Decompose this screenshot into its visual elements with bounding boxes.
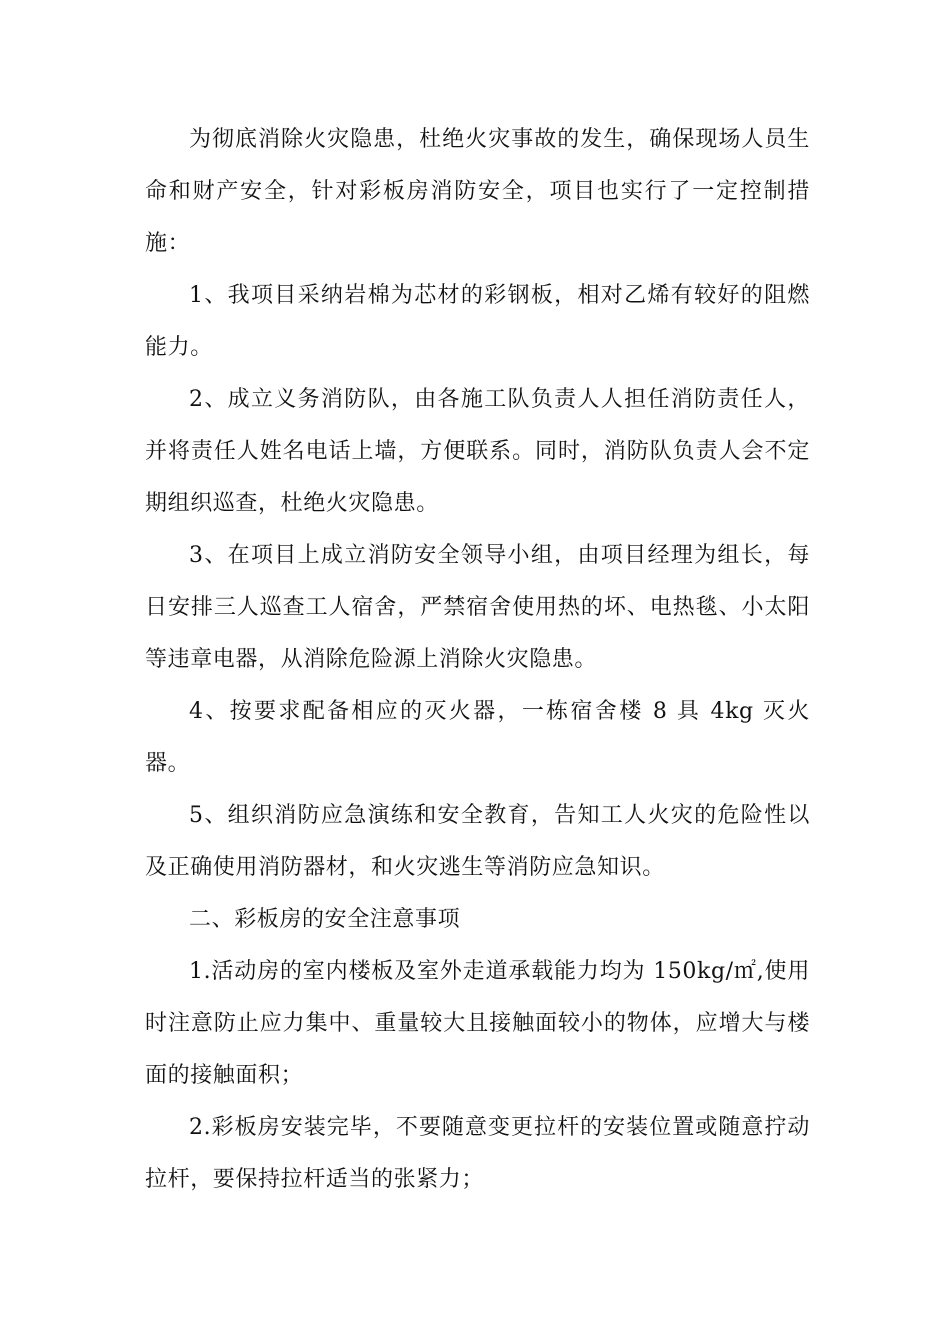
measure-item-3: 3、在项目上成立消防安全领导小组，由项目经理为组长，每日安排三人巡查工人宿舍，严禁宿舍使用热的坏、电热毯、小太阳等违章电器，从消除危险源上消除火灾隐患。 (145, 543, 810, 672)
note-item-1: 1.活动房的室内楼板及室外走道承载能力均为 150kg/㎡,使用时注意防止应力集中、重量较大且接触面较小的物体，应增大与楼面的接触面积； (145, 959, 810, 1088)
measure-item-5: 5、组织消防应急演练和安全教育，告知工人火灾的危险性以及正确使用消防器材，和火灾逃生等消防应急知识。 (145, 803, 810, 880)
note-item-2: 2.彩板房安装完毕，不要随意变更拉杆的安装位置或随意拧动拉杆，要保持拉杆适当的张紧力； (145, 1115, 810, 1192)
measure-item-2: 2、成立义务消防队，由各施工队负责人人担任消防责任人，并将责任人姓名电话上墙，方便联系。同时，消防队负责人会不定期组织巡查，杜绝火灾隐患。 (145, 387, 810, 516)
intro-paragraph: 为彻底消除火灾隐患，杜绝火灾事故的发生，确保现场人员生命和财产安全，针对彩板房消防安全，项目也实行了一定控制措施： (145, 127, 810, 256)
measure-item-1: 1、我项目采纳岩棉为芯材的彩钢板，相对乙烯有较好的阻燃能力。 (145, 283, 810, 360)
document-body (145, 114, 810, 1206)
measure-item-4: 4、按要求配备相应的灭火器，一栋宿舍楼 8 具 4kg 灭火器。 (145, 699, 810, 776)
section-heading: 二、彩板房的安全注意事项 (189, 907, 461, 932)
